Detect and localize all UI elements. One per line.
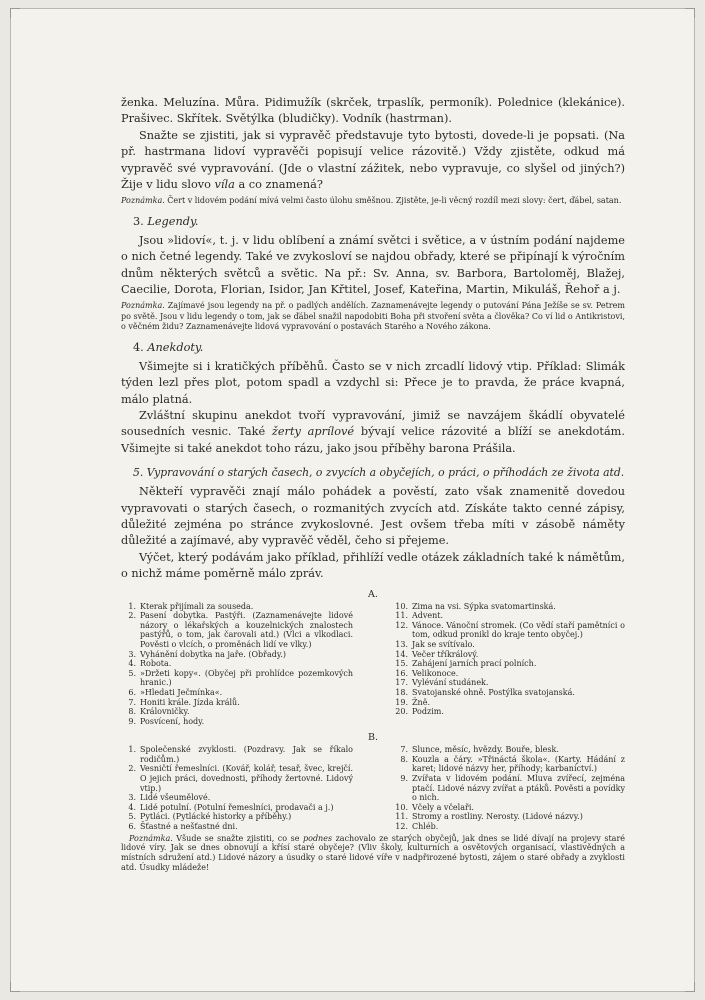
list-item-text: Kterak přijímali za souseda. [140,601,254,611]
document-page [10,8,695,992]
section-heading-vypravovani: 5. Vypravování o starých časech, o zvycích a obyčejích, o práci, o příhodách ze života atd. [133,466,625,480]
list-item-text: Společenské zvyklosti. (Pozdravy. Jak se říkalo rodičům.) [140,745,353,764]
list-item-text: Vánoce. Vánoční stromek. (Co vědí staří pamětníci o tom, odkud pronikl do kraje tento obyčej.) [412,620,625,640]
list-item-number: 6. [128,687,136,697]
list-item-text: Velikonoce. [412,668,459,678]
list-item-number: 13. [395,639,408,649]
list-item-text: Robota. [140,659,172,669]
list-item-number: 16. [395,668,408,678]
list-item [393,611,625,621]
list-item-number: 8. [400,754,408,764]
paragraph: Výčet, který podávám jako příklad, přihlíží vedle otázek základních také k námětům, o nichž máme poměrně málo zpráv. [121,550,625,581]
crop-mark [10,8,20,18]
list-item-number: 7. [128,697,136,707]
crop-mark [10,982,20,992]
list-item [393,822,625,832]
list-item-number: 10. [395,802,408,812]
list-item-text: »Hledati Ječmínka«. [140,687,223,697]
list-item [121,717,353,727]
list-item-text: »Držeti kopy«. (Obyčej při prohlídce pozemkových hranic.) [140,668,353,688]
list-heading-a: A. [368,588,378,600]
list-item-number: 14. [395,649,408,659]
list-item [121,669,353,688]
list-item-text: Šťastné a nešťastné dni. [140,822,238,832]
list-item-text: Lidé potulní. (Potulní řemeslníci, prodavači a j.) [140,802,334,812]
list-b-left [121,745,353,831]
list-item [393,698,625,708]
list-item-number: 19. [395,697,408,707]
list-item-number: 10. [395,601,408,611]
list-item-text: Lidé všeumělové. [140,793,211,803]
list-item [393,659,625,669]
list-item [393,707,625,717]
list-item-number: 9. [128,716,136,726]
list-item-text: Kouzla a čáry. »Třináctá škola«. (Karty. Hádání z karet; lidové názvy her, příhody; karbaníctví.) [412,754,625,774]
list-b [121,745,625,831]
list-item [393,745,625,755]
list-item [121,602,353,612]
list-item [121,803,353,813]
list-item-text: Posvícení, hody. [140,716,205,726]
list-item [121,764,353,793]
list-item-text: Zahájení jarních prací polních. [412,659,537,669]
section-heading-anekdoty: 4. Anekdoty. [133,340,204,354]
list-item-number: 9. [400,774,408,784]
list-item-number: 11. [395,611,408,621]
list-item-text: Pasení dobytka. Pastýři. (Zaznamenávejte lidové názory o lékařských a kouzelnických znalostech pastýřů, o tom, jak čarovali atd.) (Vlci a vlkodlaci. Pověsti o vlcích, o proměnách lidí ve vlky.) [140,611,353,649]
list-heading-b: B. [367,732,378,744]
paragraph: Všimejte si i kratičkých příběhů. Často se v nich zrcadlí lidový vtip. Příklad: Slimák týden lezl přes plot, potom spadl a vzdychl si: Přece je to pravda, že práce kvapná, málo platná. [121,359,625,406]
list-item [121,611,353,649]
list-item-number: 2. [128,764,136,774]
text-column [121,95,625,873]
list-item-text: Žně. [412,697,430,707]
list-item [121,659,353,669]
list-item [121,698,353,708]
list-item-text: Pytláci. (Pytlácké historky a příběhy.) [140,812,292,822]
list-item-number: 5. [128,668,136,678]
list-item-text: Podzim. [412,707,444,717]
list-item-text: Včely a včelaři. [412,802,474,812]
intro-paragraph-2: Snažte se zjistiti, jak si vypravěč představuje tyto bytosti, dovede-li je popsati. (Na př. hastrmana lidoví vypravěči popisují velice rázovitě.) Vždy zjistěte, odkud má vypravěč své vypravování. (Jde o vlastní zážitek, nebo vypravuje, co slyšel od jiných?) Žije v lidu slovo víla a co znamená? [121,128,625,192]
list-a-right [393,602,625,727]
paragraph: Někteří vypravěči znají málo pohádek a pověstí, zato však znamenitě dovedou vypravovati o starých časech, o rozmanitých zvycích atd. Získáte takto cenné zápisy, důležité zejména po stránce zvykoslovné. Jest ovšem třeba míti v zásobě náměty důležité a zajímavé, aby vypravěč věděl, čeho si přejeme. [121,485,625,548]
list-item-number: 15. [395,659,408,669]
list-item [121,793,353,803]
list-item [393,774,625,803]
list-item-text: Královničky. [140,707,190,717]
note: Poznámka. Zajímavé jsou legendy na př. o padlých andělích. Zaznamenávejte legendy o putování Pána Ježíše se sv. Petrem po světě. Jsou v lidu legendy o tom, jak se ďábel snažil napodobiti Boha při stvoření světa a člověka? Co ví lid o Antikristovi, o věčném židu? Zaznamenávejte lidová vypravování o postavách Starého a Nového zákona. [121,301,625,332]
list-item-text: Chléb. [412,822,439,832]
intro-paragraph: ženka. Meluzína. Můra. Pidimužík (skrček, trpaslík, permoník). Polednice (klekánice). Prašivec. Skřítek. Světýlka (bludičky). Vodník (hastrman). [121,96,625,126]
list-item [121,650,353,660]
note: Poznámka. Čert v lidovém podání mívá velmi často úlohu směšnou. Zjistěte, je-li věcný rozdíl mezi slovy: čert, ďábel, satan. [121,196,622,206]
list-item-number: 1. [128,745,136,755]
list-a [121,602,625,727]
list-item [393,678,625,688]
list-item-number: 4. [128,802,136,812]
list-item-text: Honiti krále. Jízda králů. [140,697,240,707]
list-item-number: 1. [128,601,136,611]
list-item [393,812,625,822]
list-item-text: Vylévání studánek. [412,678,489,688]
list-item-number: 4. [128,659,136,669]
list-item-number: 20. [395,707,408,717]
list-item [121,745,353,764]
list-item-text: Slunce, měsíc, hvězdy. Bouře, blesk. [412,745,559,755]
note: Poznámka. Všude se snažte zjistiti, co se podnes zachovalo ze starých obyčejů, jak dnes se lidé dívají na projevy staré lidové víry. Jak se dnes obnovují a křísí staré obyčeje? (Vliv školy, kulturních a osvětových organisací, vlastivědných a místních sdružení atd.) Lidové názory a úsudky o staré lidové víře v nadpřirozené bytosti, zájem o staré obřady a zvyklosti atd. Úsudky mládeže! [121,833,626,873]
list-a-left [121,602,353,727]
list-item-text: Večer tříkrálový. [412,649,479,659]
paragraph: Jsou »lidoví«, t. j. v lidu oblíbení a známí světci i světice, a v ústním podání najdeme o nich četné legendy. Také ve zvykosloví se najdou obřady, které se připínají k výročním dnům některých světců a světic. Na př.: Sv. Anna, sv. Barbora, Bartoloměj, Blažej, Caecilie, Dorota, Florian, Isidor, Jan Křtitel, Josef, Kateřina, Martin, Mikuláš, Řehoř a j. [121,233,625,297]
list-item-number: 8. [128,707,136,717]
list-item-number: 6. [128,822,136,832]
list-item [393,688,625,698]
list-item [121,812,353,822]
list-item-number: 3. [128,793,136,803]
list-item [393,650,625,660]
list-item-text: Zvířata v lidovém podání. Mluva zvířecí, zejména ptačí. Lidové názvy zvířat a ptáků. Pověsti a povídky o nich. [412,774,625,803]
crop-mark [685,982,695,992]
list-item-number: 5. [128,812,136,822]
list-item-text: Stromy a rostliny. Nerosty. (Lidové názvy.) [412,812,583,822]
list-item [393,669,625,679]
list-item [393,755,625,774]
list-item-number: 7. [400,745,408,755]
list-item-text: Vyhánění dobytka na jaře. (Obřady.) [140,649,286,659]
list-item [121,822,353,832]
list-item-text: Svatojanské ohně. Postýlka svatojanská. [412,687,575,697]
list-item-number: 12. [395,620,408,630]
list-item-text: Advent. [412,611,444,621]
list-item-text: Vesničtí řemeslníci. (Kovář, kolář, tesař, švec, krejčí. O jejich práci, dovednosti, příhody žertovné. Lidový vtip.) [140,764,353,793]
list-item-number: 18. [395,687,408,697]
list-item-text: Jak se svítívalo. [412,639,475,649]
crop-mark [685,8,695,18]
list-item [393,803,625,813]
list-item [393,640,625,650]
list-item [393,621,625,640]
paragraph: Zvláštní skupinu anekdot tvoří vypravování, jimiž se navzájem škádlí obyvatelé sousedních vesnic. Také žerty aprílové bývají velice rázovité a blíží se anekdotám. Všimejte si také anekdot toho rázu, jako jsou příběhy barona Prášila. [121,408,625,455]
list-item [121,688,353,698]
list-b-right [393,745,625,831]
list-item-text: Zima na vsi. Sýpka svatomartinská. [412,601,556,611]
list-item-number: 17. [395,678,408,688]
list-item-number: 3. [128,649,136,659]
list-item-number: 11. [395,812,408,822]
list-item-number: 12. [395,822,408,832]
list-item [121,707,353,717]
section-heading-legendy: 3. Legendy. [133,214,199,228]
list-item-number: 2. [128,611,136,621]
list-item [393,602,625,612]
